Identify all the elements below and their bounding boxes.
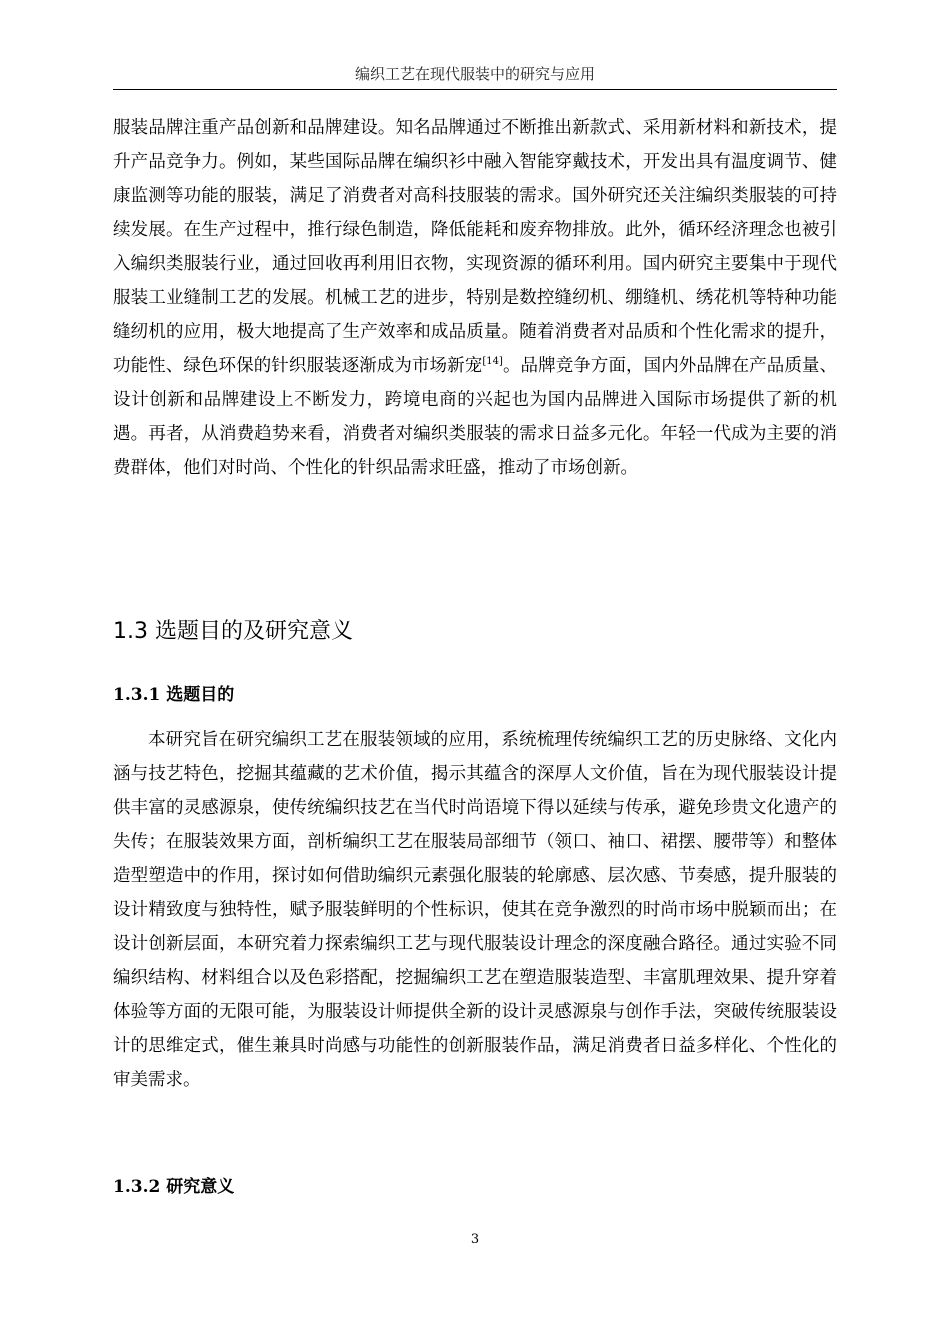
paragraph-text: 服装品牌注重产品创新和品牌建设。知名品牌通过不断推出新款式、采用新材料和新技术，提升产品竞争力。例如，某些国际品牌在编织衫中融入智能穿戴技术，开发出具有温度调节、健康监测等功能的服装，满足了消费者对高科技服装的需求。国外研究还关注编织类服装的可持续发展。在生产过程中，推行绿色制造，降低能耗和废弃物排放。此外，循环经济理念也被引入编织类服装行业，通过回收再利用旧衣物，实现资源的循环利用。国内研究主要集中于现代服装工业缝制工艺的发展。机械工艺的进步，特别是数控缝纫机、绷缝机、绣花机等特种功能缝纫机的应用，极大地提高了生产效率和成品质量。随着消费者对品质和个性化需求的提升，功能性、绿色环保的针织服装逐渐成为市场新宠 <box>113 118 837 376</box>
body-paragraph: 本研究旨在研究编织工艺在服装领域的应用，系统梳理传统编织工艺的历史脉络、文化内涵与技艺特色，挖掘其蕴藏的艺术价值，揭示其蕴含的深厚人文价值，旨在为现代服装设计提供丰富的灵感源泉，使传统编织技艺在当代时尚语境下得以延续与传承，避免珍贵文化遗产的失传；在服装效果方面，剖析编织工艺在服装局部细节（领口、袖口、裙摆、腰带等）和整体造型塑造中的作用，探讨如何借助编织元素强化服装的轮廓感、层次感、节奏感，提升服装的设计精致度与独特性，赋予服装鲜明的个性标识，使其在竞争激烈的时尚市场中脱颖而出；在设计创新层面，本研究着力探索编织工艺与现代服装设计理念的深度融合路径。通过实验不同编织结构、材料组合以及色彩搭配，挖掘编织工艺在塑造服装造型、丰富肌理效果、提升穿着体验等方面的无限可能，为服装设计师提供全新的设计灵感源泉与创作手法，突破传统服装设计的思维定式，催生兼具时尚感与功能性的创新服装作品，满足消费者日益多样化、个性化的审美需求。 <box>113 730 837 1090</box>
page-number: 3 <box>470 1232 480 1247</box>
paragraph-text-tail: 。品牌竞争方面，国内外品牌在产品质量、设计创新和品牌建设上不断发力，跨境电商的兴起也为国内品牌进入国际市场提供了新的机遇。再者，从消费趋势来看，消费者对编织类服装的需求日益多元化。年轻一代成为主要的消费群体，他们对时尚、个性化的针织品需求旺盛，推动了市场创新。 <box>113 356 838 478</box>
subsection-heading: 1.3.2 研究意义 <box>113 1177 235 1197</box>
header-rule <box>113 89 837 90</box>
running-header: 编织工艺在现代服装中的研究与应用 <box>354 65 595 83</box>
citation-superscript: [14] <box>482 356 503 368</box>
body-paragraph <box>113 111 837 485</box>
section-heading: 1.3 选题目的及研究意义 <box>113 619 353 644</box>
subsection-heading: 1.3.1 选题目的 <box>113 685 235 705</box>
